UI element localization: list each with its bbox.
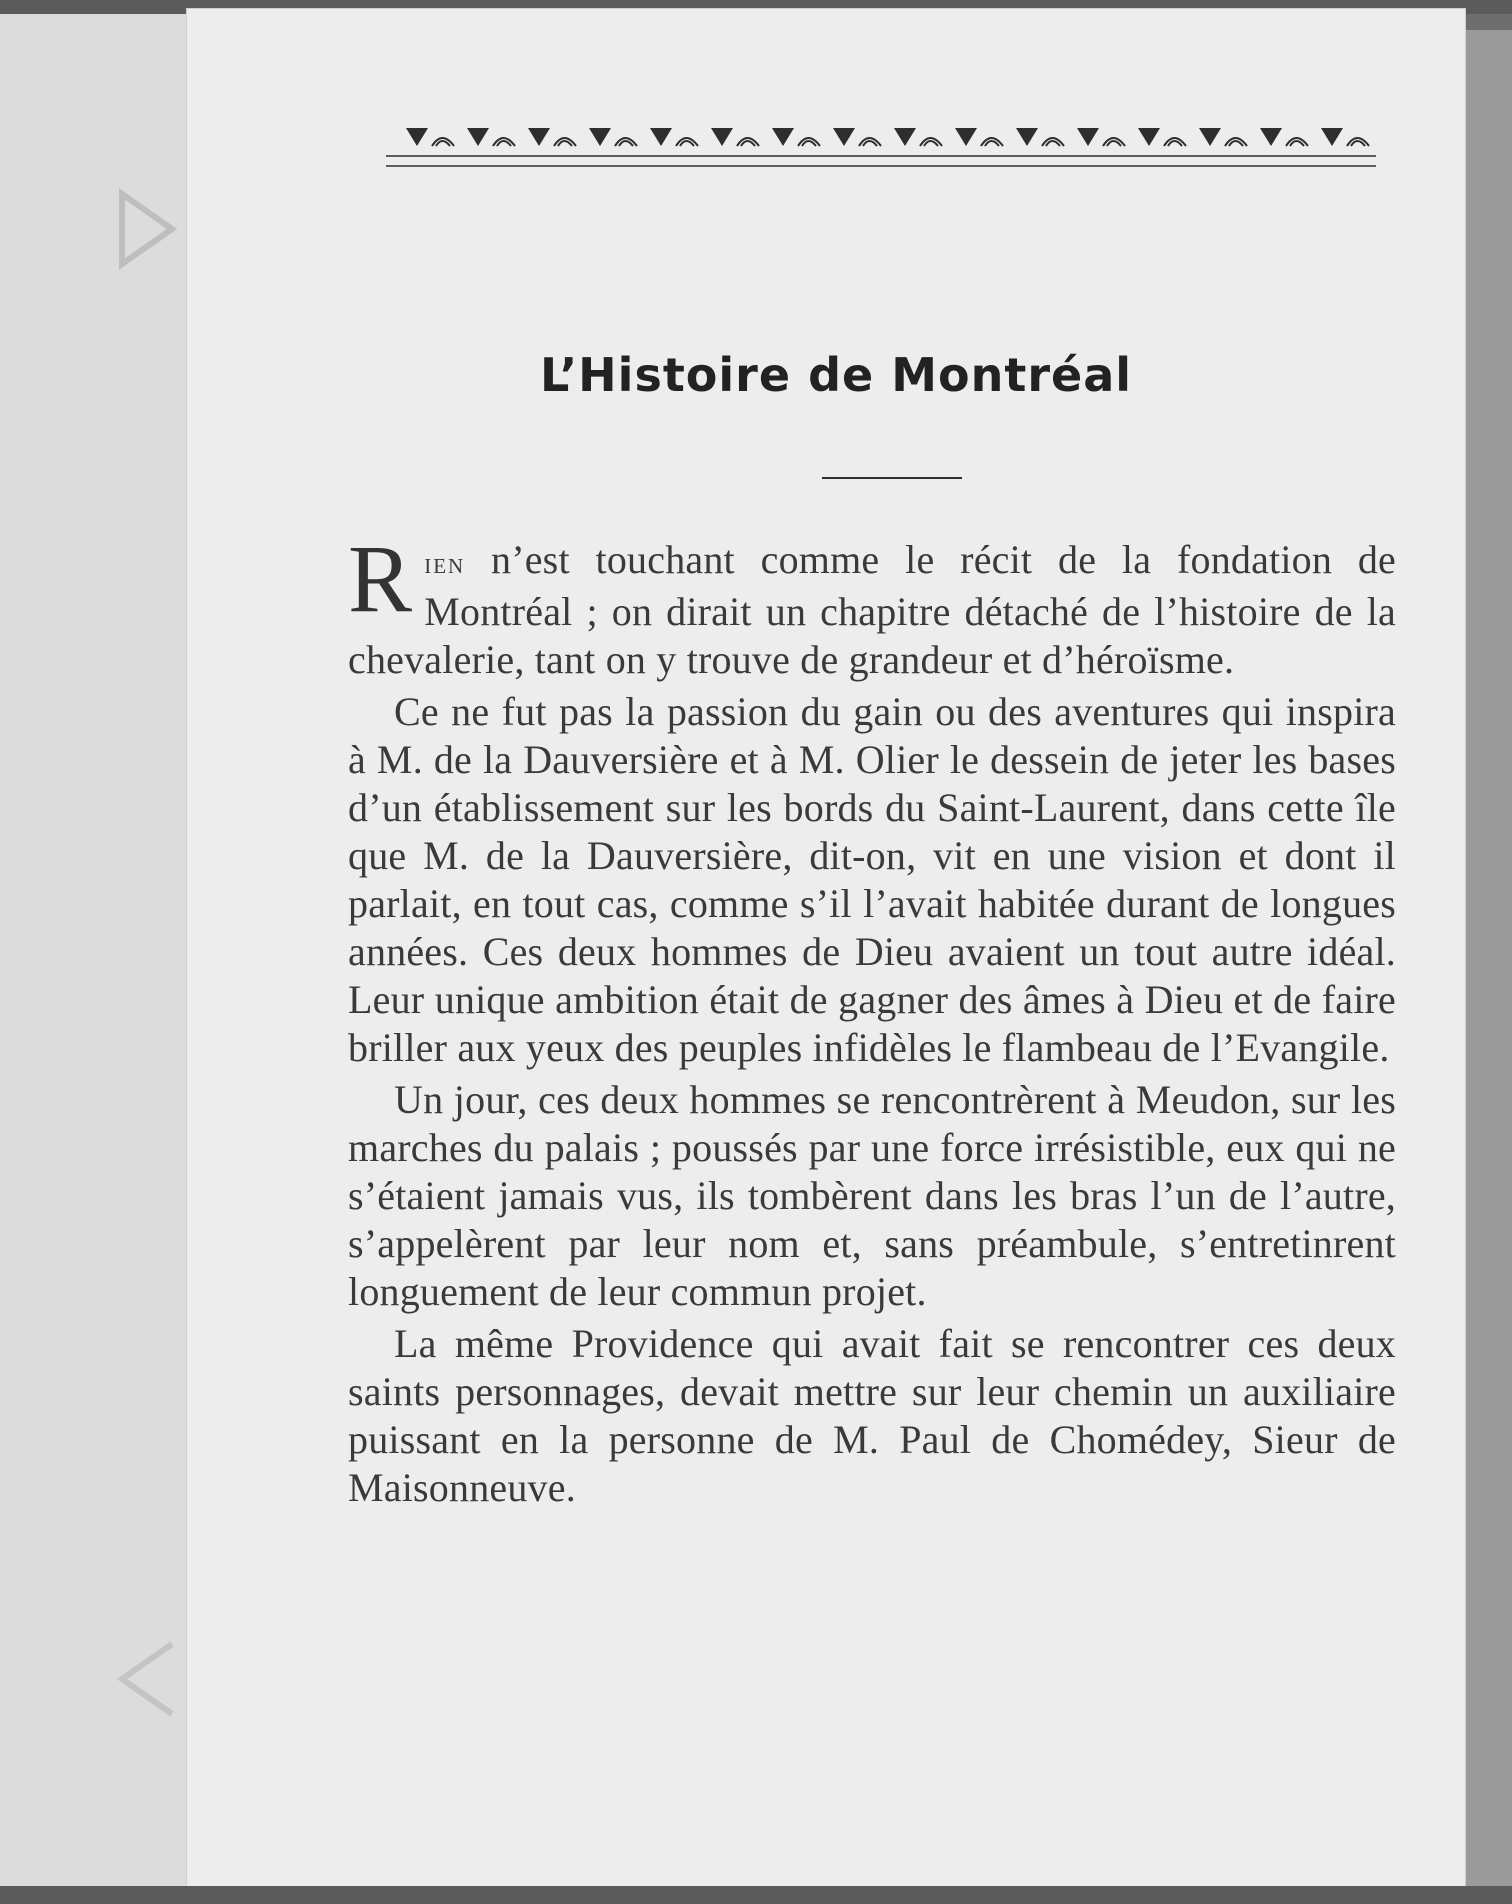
ornament-chevron: [1260, 128, 1282, 146]
ornament-scroll: [676, 138, 698, 146]
ornament-scroll: [981, 138, 1003, 146]
body-text: [348, 525, 1396, 1516]
ornament-chevron: [772, 128, 794, 146]
paragraph-2: Ce ne fut pas la passion du gain ou des aventures qui inspira à M. de la Dauversière et à M. Olier le dessein de jeter les bases d’un établissement sur les bords du Saint-Laurent, dans cette île que M. de la Dauversière, dit-on, vit en une vision et dont il parlait, en tout cas, comme s’il l’avait habitée durant de longues années. Ces deux hommes de Dieu avaient un tout autre idéal. Leur unique ambition était de gagner des âmes à Dieu et de faire briller aux yeux des peuples infidèles le flambeau de l’Evangile.: [348, 689, 1396, 1070]
ornament-chevron: [711, 128, 733, 146]
ornament-scroll: [615, 138, 637, 146]
ornament-chevron: [1199, 128, 1221, 146]
paragraph-3: Un jour, ces deux hommes se rencontrèrent à Meudon, sur les marches du palais ; poussés par une force irrésistible, eux qui ne s’étaient jamais vus, ils tombèrent dans les bras l’un de l’autre, s’appelèrent par leur nom et, sans préambule, s’entretinrent longuement de leur commun projet.: [348, 1077, 1396, 1314]
title-divider-rule: [822, 477, 962, 479]
ornament-chevron: [955, 128, 977, 146]
ornament-chevron: [1321, 128, 1343, 146]
ornament-scroll: [1347, 138, 1369, 146]
bleed-through-mark: [112, 184, 182, 274]
page-title: L’Histoire de Montréal: [539, 348, 1133, 402]
ornament-chevron: [894, 128, 916, 146]
ornament-scroll: [798, 138, 820, 146]
paragraph-1-text: n’est touchant comme le récit de la fondation de Montréal ; on dirait un chapitre détaché de l’histoire de la chevalerie, tant on y trouve de grandeur et d’héroïsme.: [348, 537, 1396, 682]
ornament-scroll: [493, 138, 515, 146]
ornament-scroll: [432, 138, 454, 146]
ornamental-header-border: [376, 116, 1386, 186]
ornament-scroll: [1164, 138, 1186, 146]
ornament-scroll: [1042, 138, 1064, 146]
ornament-chevron: [1138, 128, 1160, 146]
page-edge-shadow-outer: [1462, 30, 1512, 1890]
ornament-scroll: [859, 138, 881, 146]
paragraph-4: La même Providence qui avait fait se rencontrer ces deux saints personnages, devait mettre sur leur chemin un auxiliaire puissant en la personne de M. Paul de Chomédey, Sieur de Maisonneuve.: [348, 1321, 1396, 1510]
ornament-scroll: [1103, 138, 1125, 146]
scan-bottom-band: [0, 1886, 1512, 1904]
drop-cap: R: [348, 525, 413, 632]
ornament-chevron: [589, 128, 611, 146]
ornament-scroll: [554, 138, 576, 146]
ornament-chevron: [650, 128, 672, 146]
ornament-scroll: [1286, 138, 1308, 146]
ornament-chevron: [1077, 128, 1099, 146]
first-word-smallcaps: ien: [424, 547, 466, 580]
ornament-chevron: [406, 128, 428, 146]
ornament-scroll: [920, 138, 942, 146]
ornament-chevron: [1016, 128, 1038, 146]
book-page: [186, 8, 1466, 1894]
ornament-chevron: [833, 128, 855, 146]
ornament-scroll: [1225, 138, 1247, 146]
scan-left-background: [0, 14, 186, 1904]
ornament-scroll: [737, 138, 759, 146]
bleed-through-mark: [112, 1634, 182, 1724]
paragraph-1: [348, 525, 1396, 684]
ornament-chevron: [467, 128, 489, 146]
ornament-chevron: [528, 128, 550, 146]
